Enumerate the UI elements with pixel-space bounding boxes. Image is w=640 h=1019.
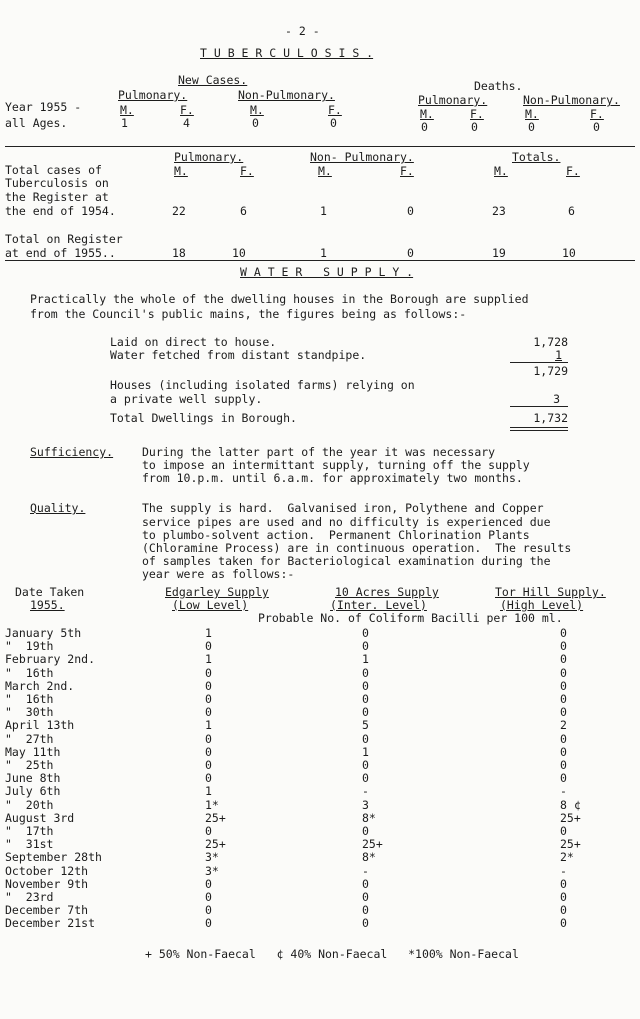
- register-row2-label-2: at end of 1955..: [5, 246, 116, 260]
- sufficiency-line-1: During the latter part of the year it was necessary: [142, 445, 496, 459]
- water-item-value-1: 1,728: [533, 335, 568, 349]
- water-item-label-1: Laid on direct to house.: [110, 335, 277, 349]
- register-row1-nonpulm-f: 0: [407, 204, 414, 218]
- deaths-heading: Deaths.: [474, 79, 523, 93]
- sample-date: " 27th: [5, 732, 54, 746]
- water-item-label-6: Total Dwellings in Borough.: [110, 411, 297, 425]
- sample-date: January 5th: [5, 626, 82, 640]
- sample-date: December 21st: [5, 916, 96, 930]
- sample-date: August 3rd: [5, 811, 75, 825]
- sample-date: November 9th: [5, 877, 89, 891]
- register-row2-pulm-f: 10: [232, 246, 246, 260]
- edgarley-value: 0: [205, 758, 212, 772]
- deaths-nonpulm-f-value: 0: [593, 120, 600, 134]
- tor-hill-heading: Tor Hill Supply.: [495, 585, 606, 599]
- ten-acres-value: 1: [362, 745, 369, 759]
- sample-date: September 28th: [5, 850, 102, 864]
- tor-hill-value: 0: [560, 903, 567, 917]
- tor-hill-value: 25+: [560, 837, 581, 851]
- deaths-pulm-m-value: 0: [421, 120, 428, 134]
- ten-acres-value: 0: [362, 890, 369, 904]
- edgarley-value: 0: [205, 666, 212, 680]
- water-item-value-5: 3: [553, 392, 560, 406]
- tor-hill-value: -: [560, 784, 567, 798]
- sample-date: " 20th: [5, 798, 54, 812]
- quality-line-4: (Chloramine Process) are in continuous operation. The results: [142, 541, 572, 555]
- tor-hill-value: 25+: [560, 811, 581, 825]
- tuberculosis-title: T U B E R C U L O S I S .: [200, 46, 374, 60]
- water-item-label-4: Houses (including isolated farms) relying on: [110, 378, 415, 392]
- register-nonpulm-m: M.: [318, 164, 332, 178]
- tor-hill-value: 8 ¢: [560, 798, 581, 812]
- tor-hill-value: 0: [560, 692, 567, 706]
- register-nonpulm-f: F.: [400, 164, 414, 178]
- water-item-value-2: 1: [555, 348, 562, 362]
- edgarley-value: 0: [205, 771, 212, 785]
- sufficiency-line-3: from 10.p.m. until 6.a.m. for approximately two months.: [142, 471, 523, 485]
- edgarley-value: 1*: [205, 798, 219, 812]
- sample-date: " 16th: [5, 666, 54, 680]
- edgarley-value: 1: [205, 784, 212, 798]
- sample-date: April 13th: [5, 718, 75, 732]
- edgarley-value: 0: [205, 732, 212, 746]
- edgarley-level: (Low Level): [172, 598, 249, 612]
- sample-date: " 30th: [5, 705, 54, 719]
- sample-date: May 11th: [5, 745, 61, 759]
- sample-date: December 7th: [5, 903, 89, 917]
- ten-acres-value: 5: [362, 718, 369, 732]
- register-pulm-m: M.: [174, 164, 188, 178]
- deaths-nonpulm-m-value: 0: [528, 120, 535, 134]
- ten-acres-value: -: [362, 864, 369, 878]
- quality-line-5: of samples taken for Bacteriological examination during the: [142, 554, 551, 568]
- register-row2-nonpulm-m: 1: [320, 246, 327, 260]
- water-intro-line-2: from the Council's public mains, the figures being as follows:-: [30, 307, 467, 321]
- ten-acres-value: 8*: [362, 850, 376, 864]
- edgarley-value: 25+: [205, 837, 226, 851]
- tor-hill-value: 0: [560, 758, 567, 772]
- water-item-value-6: 1,732: [533, 411, 568, 425]
- register-row2-nonpulm-f: 0: [407, 246, 414, 260]
- ten-acres-value: 25+: [362, 837, 383, 851]
- footnote: + 50% Non-Faecal ¢ 40% Non-Faecal *100% Non-Faecal: [145, 947, 519, 961]
- ten-acres-value: 0: [362, 758, 369, 772]
- register-totals-heading: Totals.: [512, 150, 561, 164]
- register-top-rule: [5, 146, 635, 147]
- new-pulmonary-heading: Pulmonary.: [118, 88, 188, 102]
- sample-date: " 17th: [5, 824, 54, 838]
- new-nonpulm-m: M.: [250, 103, 264, 117]
- water-total-rule-1: [510, 427, 568, 428]
- register-row1-total-f: 6: [568, 204, 575, 218]
- tor-hill-value: 0: [560, 626, 567, 640]
- edgarley-value: 0: [205, 745, 212, 759]
- register-row1-label-4: the end of 1954.: [5, 204, 116, 218]
- edgarley-value: 0: [205, 679, 212, 693]
- ten-acres-value: 0: [362, 824, 369, 838]
- sample-date: February 2nd.: [5, 652, 96, 666]
- tor-hill-value: 0: [560, 732, 567, 746]
- edgarley-value: 1: [205, 626, 212, 640]
- sample-date: " 19th: [5, 639, 54, 653]
- edgarley-value: 3*: [205, 850, 219, 864]
- new-nonpulm-f: F.: [328, 103, 342, 117]
- edgarley-value: 1: [205, 718, 212, 732]
- new-nonpulm-f-value: 0: [330, 116, 337, 130]
- register-row1-nonpulm-m: 1: [320, 204, 327, 218]
- ten-acres-value: 0: [362, 771, 369, 785]
- water-item-label-5: a private well supply.: [110, 392, 263, 406]
- register-row1-label-3: the Register at: [5, 190, 109, 204]
- coliform-subheader: Probable No. of Coliform Bacilli per 100 ml.: [258, 611, 563, 625]
- ten-acres-value: 0: [362, 679, 369, 693]
- ten-acres-heading: 10 Acres Supply: [335, 585, 439, 599]
- tor-hill-value: 2*: [560, 850, 574, 864]
- ten-acres-value: 3: [362, 798, 369, 812]
- new-nonpulm-m-value: 0: [252, 116, 259, 130]
- quality-line-6: year were as follows:-: [142, 567, 295, 581]
- ten-acres-value: 0: [362, 705, 369, 719]
- water-subtotal-rule: [510, 362, 568, 363]
- quality-line-2: service pipes are used and no difficulty is experienced due: [142, 515, 551, 529]
- tor-hill-value: -: [560, 864, 567, 878]
- year-1955-heading: 1955.: [30, 598, 65, 612]
- ten-acres-value: 0: [362, 903, 369, 917]
- tor-hill-value: 0: [560, 877, 567, 891]
- water-item-value-3: 1,729: [533, 364, 568, 378]
- edgarley-value: 3*: [205, 864, 219, 878]
- deaths-nonpulm-f: F.: [590, 107, 604, 121]
- register-row2-pulm-m: 18: [172, 246, 186, 260]
- sample-date: " 23rd: [5, 890, 54, 904]
- ten-acres-value: 0: [362, 916, 369, 930]
- water-item-label-2: Water fetched from distant standpipe.: [110, 348, 367, 362]
- water-intro-line-1: Practically the whole of the dwelling houses in the Borough are supplied: [30, 292, 529, 306]
- sample-date: " 16th: [5, 692, 54, 706]
- tor-hill-value: 0: [560, 745, 567, 759]
- tor-hill-value: 0: [560, 705, 567, 719]
- edgarley-value: 25+: [205, 811, 226, 825]
- water-well-rule: [510, 406, 568, 407]
- water-total-rule-2: [510, 430, 568, 431]
- register-non-pulmonary-heading: Non- Pulmonary.: [310, 150, 414, 164]
- edgarley-value: 0: [205, 877, 212, 891]
- edgarley-value: 0: [205, 916, 212, 930]
- deaths-pulmonary-heading: Pulmonary.: [418, 93, 488, 107]
- water-supply-title: W A T E R S U P P L Y .: [240, 265, 414, 279]
- sample-date: " 25th: [5, 758, 54, 772]
- deaths-non-pulmonary-heading: Non-Pulmonary.: [523, 93, 620, 107]
- tor-hill-value: 0: [560, 679, 567, 693]
- edgarley-value: 0: [205, 692, 212, 706]
- deaths-pulm-f-value: 0: [471, 120, 478, 134]
- edgarley-value: 0: [205, 705, 212, 719]
- tor-hill-value: 0: [560, 666, 567, 680]
- register-row2-total-f: 10: [562, 246, 576, 260]
- register-pulmonary-heading: Pulmonary.: [174, 150, 244, 164]
- register-row2-label-1: Total on Register: [5, 232, 123, 246]
- ten-acres-level: (Inter. Level): [330, 598, 427, 612]
- register-row1-pulm-m: 22: [172, 204, 186, 218]
- register-row2-total-m: 19: [492, 246, 506, 260]
- ten-acres-value: 0: [362, 732, 369, 746]
- register-row1-label-1: Total cases of: [5, 163, 102, 177]
- deaths-pulm-m: M.: [420, 107, 434, 121]
- edgarley-value: 0: [205, 639, 212, 653]
- tor-hill-value: 0: [560, 890, 567, 904]
- register-row1-label-2: Tuberculosis on: [5, 176, 109, 190]
- ages-label: all Ages.: [5, 116, 68, 130]
- tor-hill-value: 0: [560, 916, 567, 930]
- tor-hill-value: 0: [560, 824, 567, 838]
- page-number: - 2 -: [285, 24, 320, 38]
- sample-date: July 6th: [5, 784, 61, 798]
- new-pulm-m-value: 1: [121, 116, 128, 130]
- sufficiency-line-2: to impose an intermittant supply, turning off the supply: [142, 458, 530, 472]
- ten-acres-value: 8*: [362, 811, 376, 825]
- ten-acres-value: 0: [362, 639, 369, 653]
- year-label: Year 1955 -: [5, 100, 82, 114]
- sample-date: " 31st: [5, 837, 54, 851]
- deaths-pulm-f: F.: [470, 107, 484, 121]
- register-row1-total-m: 23: [492, 204, 506, 218]
- ten-acres-value: -: [362, 784, 369, 798]
- quality-line-1: The supply is hard. Galvanised iron, Polythene and Copper: [142, 501, 544, 515]
- ten-acres-value: 1: [362, 652, 369, 666]
- ten-acres-value: 0: [362, 666, 369, 680]
- sample-date: June 8th: [5, 771, 61, 785]
- new-pulm-f-value: 4: [183, 116, 190, 130]
- sufficiency-label: Sufficiency.: [30, 445, 114, 459]
- deaths-nonpulm-m: M.: [525, 107, 539, 121]
- edgarley-value: 0: [205, 903, 212, 917]
- ten-acres-value: 0: [362, 877, 369, 891]
- register-row1-pulm-f: 6: [240, 204, 247, 218]
- register-pulm-f: F.: [240, 164, 254, 178]
- register-bottom-rule: [5, 260, 635, 261]
- tor-hill-value: 0: [560, 639, 567, 653]
- ten-acres-value: 0: [362, 692, 369, 706]
- new-pulm-f: F.: [180, 103, 194, 117]
- tor-hill-value: 0: [560, 771, 567, 785]
- new-non-pulmonary-heading: Non-Pulmonary.: [238, 88, 335, 102]
- tor-hill-level: (High Level): [500, 598, 584, 612]
- edgarley-value: 1: [205, 652, 212, 666]
- new-cases-heading: New Cases.: [178, 73, 248, 87]
- edgarley-value: 0: [205, 890, 212, 904]
- tor-hill-value: 0: [560, 652, 567, 666]
- sample-date: March 2nd.: [5, 679, 75, 693]
- edgarley-value: 0: [205, 824, 212, 838]
- tor-hill-value: 2: [560, 718, 567, 732]
- sample-date: October 12th: [5, 864, 89, 878]
- date-taken-heading: Date Taken: [15, 585, 85, 599]
- ten-acres-value: 0: [362, 626, 369, 640]
- quality-label: Quality.: [30, 501, 86, 515]
- quality-line-3: to plumbo-solvent action. Permanent Chlorination Plants: [142, 528, 530, 542]
- new-pulm-m: M.: [120, 103, 134, 117]
- register-total-m: M.: [494, 164, 508, 178]
- register-total-f: F.: [566, 164, 580, 178]
- edgarley-heading: Edgarley Supply: [165, 585, 269, 599]
